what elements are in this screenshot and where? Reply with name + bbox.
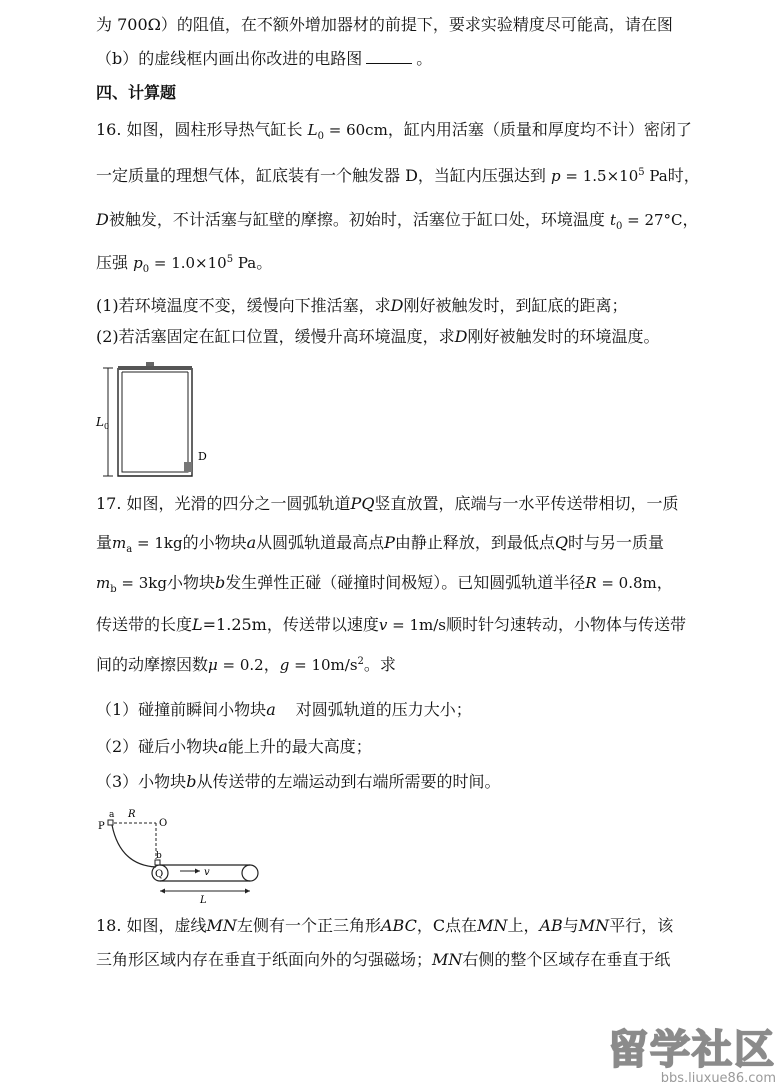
right-roller bbox=[242, 865, 258, 881]
q17-line-5: 间的动摩擦因数μ = 0.2，$g = 10m/s^2$。求 bbox=[96, 655, 396, 674]
trigger-label: D bbox=[198, 450, 207, 463]
radius-label: R bbox=[128, 809, 136, 820]
block-b-label: b bbox=[156, 851, 162, 861]
q16-line-2: 一定质量的理想气体，缸底装有一个触发器 D，当缸内压强达到 $p = 1.5\times 10^5$ Pa时， bbox=[96, 166, 700, 185]
q17-subquestion-3: （3）小物块b从传送带的左端运动到右端所需要的时间。 bbox=[96, 772, 501, 791]
q17-line-4: 传送带的长度L=1.25m，传送带以速度v = 1m/s顺时针匀速转动，小物体与传送带 bbox=[96, 615, 686, 634]
cylinder-walls bbox=[118, 368, 192, 476]
length-label: $L_0$ bbox=[96, 415, 110, 431]
answer-blank bbox=[366, 53, 412, 64]
q16-subquestion-2: (2)若活塞固定在缸口位置，缓慢升高环境温度，求D刚好被触发时的环境温度。 bbox=[96, 327, 660, 346]
point-q-label: Q bbox=[155, 869, 164, 880]
block-a-label: a bbox=[109, 810, 115, 820]
q18-line-2: 三角形区域内存在垂直于纸面向外的匀强磁场；MN右侧的整个区域存在垂直于纸 bbox=[96, 950, 671, 969]
velocity-label: v bbox=[204, 867, 210, 878]
q17-subquestion-2: （2）碰后小物块a能上升的最大高度； bbox=[96, 737, 372, 756]
q17-line-1: 17. 如图，光滑的四分之一圆弧轨道PQ竖直放置，底端与一水平传送带相切，一质 bbox=[96, 494, 679, 513]
prev-text-line-2: （b）的虚线框内画出你改进的电路图 。 bbox=[96, 49, 433, 68]
section-title: 四、计算题 bbox=[96, 83, 177, 102]
center-o-label: O bbox=[159, 818, 168, 829]
point-p-label: P bbox=[98, 821, 105, 832]
q16-line-3: D被触发，不计活塞与缸壁的摩擦。初始时，活塞位于缸口处，环境温度 $t_0 = 27^\circ C$， bbox=[96, 210, 699, 232]
q17-line-2: 量$m_a = 1kg$的小物块a从圆弧轨道最高点P由静止释放，到最低点Q时与另一质量 bbox=[96, 533, 665, 555]
site-watermark bbox=[608, 1018, 776, 1086]
cylinder-figure bbox=[92, 362, 222, 482]
q18-line-1: 18. 如图，虚线MN左侧有一个正三角形ABC，C点在MN上，AB与MN平行，该 bbox=[96, 916, 674, 935]
arc-track bbox=[112, 825, 156, 867]
q16-line-1: 16. 如图，圆柱形导热气缸长 $L_0 = 60cm$，缸内用活塞（质量和厚度均不计）密闭了 bbox=[96, 120, 692, 142]
q16-line-4: 压强 $p_0 = 1.0\times 10^5$ Pa。 bbox=[96, 253, 273, 275]
block-a bbox=[108, 820, 113, 825]
watermark-logo: 留学社区 bbox=[608, 1027, 776, 1073]
trigger-d bbox=[184, 462, 192, 472]
length-label: L bbox=[200, 895, 207, 905]
piston bbox=[118, 366, 192, 370]
q17-line-3: $m_b = 3kg$小物块b发生弹性正碰（碰撞时间极短）。已知圆弧轨道半径R = 0.8m， bbox=[96, 573, 673, 595]
prev-text-line-1: 为 700Ω）的阻值，在不额外增加器材的前提下，要求实验精度尽可能高，请在图 bbox=[96, 15, 673, 34]
q17-subquestion-1: （1）碰撞前瞬间小物块a 对圆弧轨道的压力大小； bbox=[96, 700, 472, 719]
q16-subquestion-1: (1)若环境温度不变，缓慢向下推活塞，求D刚好被触发时，到缸底的距离； bbox=[96, 296, 628, 315]
watermark-url: bbs.liuxue86.com bbox=[660, 1071, 776, 1086]
arc-conveyor-figure bbox=[92, 805, 272, 905]
